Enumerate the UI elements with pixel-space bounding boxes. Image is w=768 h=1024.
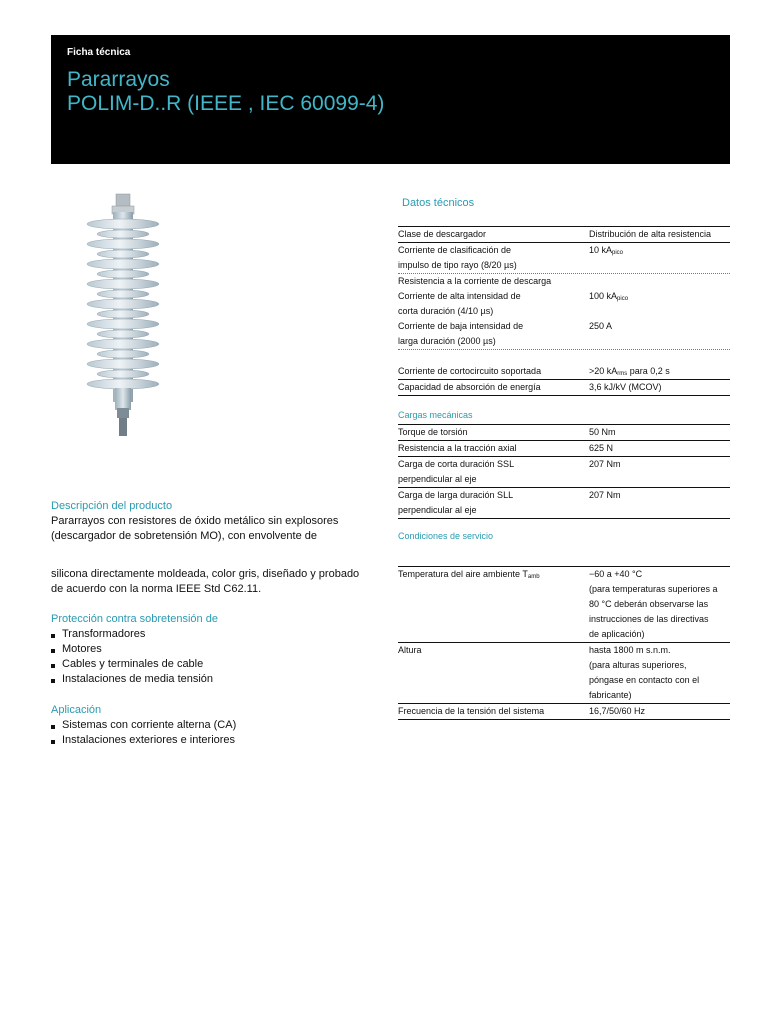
technical-data-title: Datos técnicos [402,197,475,209]
table-row: Resistencia a la corriente de descarga [398,276,552,286]
application-list [51,718,371,748]
list-item: Cables y terminales de cable [51,657,371,672]
list-item: Sistemas con corriente alterna (CA) [51,718,371,733]
header-banner [51,35,730,164]
service-conditions-title: Condiciones de servicio [398,531,494,541]
list-item: Motores [51,642,371,657]
table-row: Frecuencia de la tensión del sistema 16,7/50/60 Hz [398,704,730,720]
mechanical-loads-title: Cargas mecánicas [398,410,473,420]
table-row: Temperatura del aire ambiente $T_{amb}$ −60 a +40 °C (para temperaturas superiores a 80 °C deberán observarse las instrucciones de las directivas de aplicación) [398,566,730,643]
product-description-text-2: silicona directamente moldeada, color gris, diseñado y probado de acuerdo con la norma IEEE Std C62.11. [51,568,360,595]
list-item: Instalaciones exteriores e interiores [51,733,371,748]
protection-section [51,612,371,687]
product-description-section [51,499,371,544]
table-row: Carga de larga duración SLL perpendicular al eje 207 Nm [398,488,730,519]
technical-data-table [398,226,730,396]
protection-list [51,627,371,687]
table-row: Corriente de clasificación de impulso de tipo rayo (8/20 µs) 10 $kA_{pico}$ [398,243,730,274]
table-row: Corriente de cortocircuito soportada >20 $kA_{rms}$ para 0,2 s [398,364,730,380]
table-row: Altura hasta 1800 m s.n.m. (para alturas superiores, póngase en contacto con el fabricante) [398,643,730,704]
table-row: Clase de descargador Distribución de alta resistencia [398,226,730,243]
table-row: Corriente de baja intensidad de larga duración (2000 µs) 250 A [398,319,730,350]
product-model-title: POLIM-D..R (IEEE , IEC 60099-4) [67,92,385,115]
application-title: Aplicación [51,704,102,716]
protection-title: Protección contra sobretensión de [51,613,218,625]
document-type: Ficha técnica [67,47,131,58]
table-row: Carga de corta duración SSL perpendicular al eje 207 Nm [398,457,730,488]
list-item: Transformadores [51,627,371,642]
table-row: Resistencia a la tracción axial 625 N [398,441,730,457]
product-description-continued [51,567,371,597]
product-description-text-1: Pararrayos con resistores de óxido metálico sin explosores (descargador de sobretensión MO), con envolvente de [51,515,339,542]
table-row: Torque de torsión 50 Nm [398,424,730,441]
table-row: Corriente de alta intensidad de corta duración (4/10 µs) 100 $kA_{pico}$ [398,291,629,316]
page-title: Pararrayos [67,68,170,91]
service-conditions-table [398,566,730,720]
table-row: Capacidad de absorción de energía 3,6 kJ/kV (MCOV) [398,380,730,396]
application-section [51,703,371,748]
product-description-title: Descripción del producto [51,500,173,512]
mechanical-loads-table [398,424,730,519]
list-item: Instalaciones de media tensión [51,672,371,687]
surge-arrester-image [60,190,190,465]
